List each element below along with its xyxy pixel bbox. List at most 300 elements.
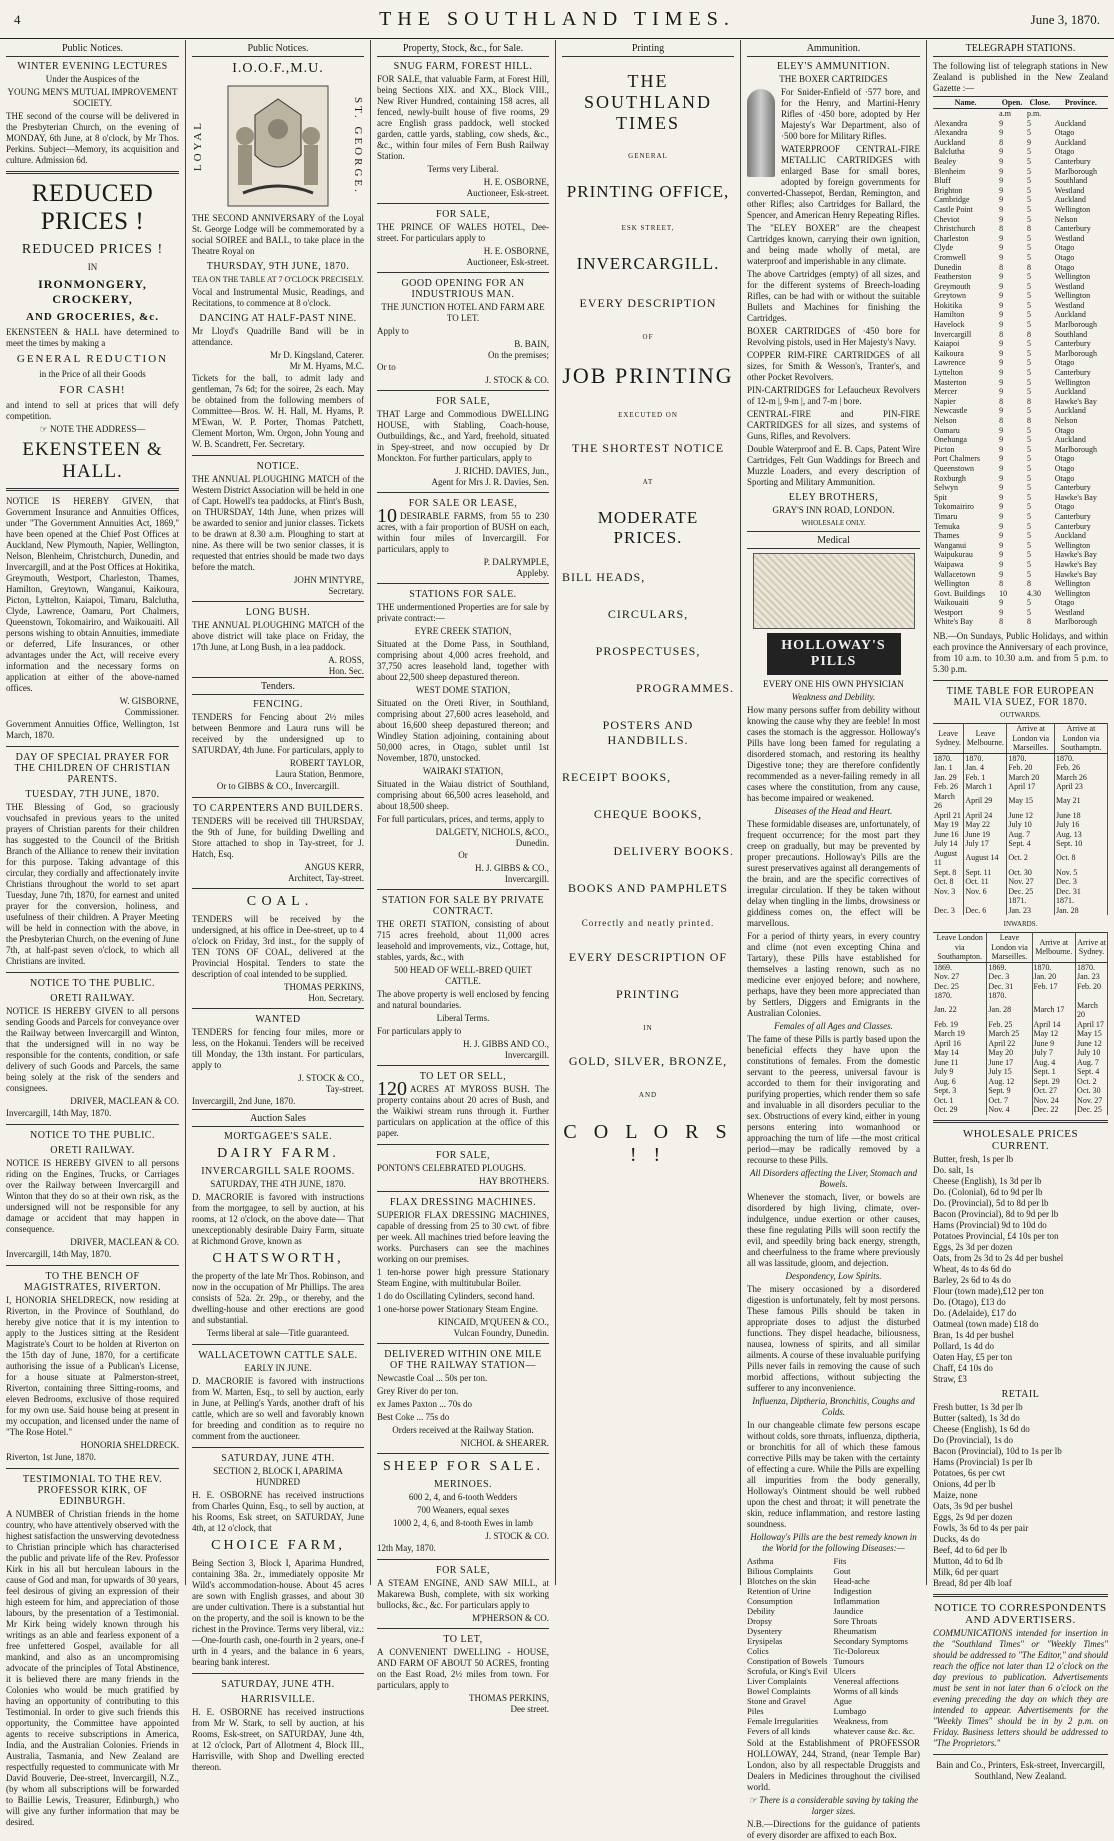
table-cell: 9 [999, 339, 1004, 349]
table-cell: July 7 [1032, 1048, 1076, 1058]
table-cell [964, 896, 1007, 906]
table-cell: Dec. 25 [933, 982, 987, 992]
eley-body5: BOXER CARTRIDGES of ·450 bore for Revolving pistols, used in Her Majesty's Navy. [747, 326, 920, 347]
imprint: Bain and Co., Printers, Esk-street, Invercargill, Southland, New Zealand. [936, 1759, 1105, 1781]
table-cell: Nov. 5 [1055, 868, 1108, 878]
table-row [933, 119, 1108, 129]
wanted-body: TENDERS for fencing four miles, more or less, on the Hokanui. Tenders will be received till Monday, the 13th instant. For particulars, apply to [192, 1027, 364, 1070]
table-row [933, 589, 1108, 599]
table-cell: 9 [999, 377, 1004, 387]
eley-title: ELEY'S AMMUNITION. [776, 61, 891, 72]
printing-line: INVERCARGILL. [576, 254, 720, 273]
table-cell: 1870. [1055, 753, 1108, 763]
disease-item: Retention of Urine [747, 1586, 811, 1596]
disease-item: Inflammation [833, 1596, 880, 1606]
price-item: Bran, 1s 4d per bushel [933, 1329, 1014, 1340]
section-title: SECTION 2, BLOCK I, APARIMA HUNDRED [213, 1466, 343, 1487]
table-cell: 5 [1026, 463, 1031, 473]
table-cell: Aug. 7 [1007, 830, 1055, 840]
oddfellows-emblem-row [192, 81, 364, 211]
table-cell: Roxburgh [934, 473, 966, 483]
medical-p6: The misery occasioned by a disordered digestion is unfortunately, felt by most persons. These famous Pills should be taken in appropriate doses to adjust the disturbed functions. They dispel headache, biliousness, nausea, lowness of spirits, and all similar ailments. A course of these invaluable purifying Pills never fails in removing the cause of such morbid affections, without subjecting the sufferer to any inconvenience. [747, 1284, 920, 1393]
flax-item: 1 one-horse power Stationary Steam Engine. [377, 1304, 538, 1314]
table-row [933, 608, 1108, 618]
table-row [933, 301, 1108, 311]
table-cell: Selwyn [934, 483, 958, 493]
price-item: Chaff, £4 10s do [933, 1362, 993, 1373]
table-cell: 5 [1026, 339, 1031, 349]
table-cell: 8 [1026, 617, 1031, 627]
eyre-title: EYRE CREEK STATION, [414, 626, 512, 636]
table-cell: Oct. 30 [1076, 1086, 1108, 1096]
table-cell: Picton [934, 444, 955, 454]
printing-line: ESK STREET, [621, 224, 675, 232]
eley-body4: The above Cartridges (empty) of all sizes, and for the different systems of Breech-loading Rifles, can be had with or without the suitable Bullets and Machines for finishing the Cartridges. [747, 269, 920, 323]
table-cell: Oct. 2 [1076, 1077, 1108, 1087]
harrisville-title: HARRISVILLE. [240, 1694, 316, 1705]
table-cell: Auckland [1054, 118, 1086, 128]
table-row [933, 291, 1108, 301]
medical-s3: Females of all Ages and Classes. [774, 1021, 893, 1031]
table-cell: Napier [934, 396, 956, 406]
table-cell: Nov. 6 [964, 887, 1007, 897]
divider [933, 1594, 1108, 1597]
table-cell: Oct. 27 [1032, 1086, 1076, 1096]
table-cell: 5 [1026, 128, 1031, 138]
myross-num: 120 [377, 1078, 407, 1100]
table-cell: 5 [1026, 511, 1031, 521]
table-row [933, 598, 1108, 608]
table-cell: 5 [1026, 195, 1031, 205]
table-cell: March 20 [1076, 1001, 1108, 1020]
table-cell: 5 [1026, 531, 1031, 541]
table-cell: May 20 [987, 1048, 1032, 1058]
disease-item: Blotches on the skin [747, 1576, 817, 1586]
price-item: Do. (Adelaide), £17 do [933, 1307, 1017, 1318]
contract-apply: For particulars apply to [377, 1026, 462, 1036]
column-heading: Ammunition. [747, 40, 920, 57]
table-cell: 9 [999, 559, 1004, 569]
table-cell: Lawrence [934, 358, 966, 368]
table-cell: Jan. 28 [987, 1001, 1032, 1020]
printing-line: PRINTING [616, 987, 680, 1001]
table-cell: 9 [999, 195, 1004, 205]
dwelling-title: FOR SALE, [436, 396, 490, 407]
reduced-body2: GENERAL REDUCTION [16, 353, 169, 365]
medical-saving-text: There is a considerable saving by taking the larger sizes. [759, 1795, 919, 1816]
oddfellows-tea: TEA ON THE TABLE AT 7 O'CLOCK PRECISELY. [192, 275, 364, 284]
table-cell: 8 [1026, 579, 1031, 589]
table-cell: Cheviot [934, 214, 960, 224]
sheep-title: SHEEP FOR SALE. [382, 1459, 543, 1474]
reduced-body3: in the Price of all their Goods [39, 369, 146, 379]
notice2-sub: ORETI RAILWAY. [50, 1145, 135, 1156]
price-item: Hams (Provincial) 1s per lb [933, 1456, 1033, 1467]
price-item: Maize, none [933, 1489, 978, 1500]
table-cell: Westport [934, 607, 963, 617]
eley-body2: WATERPROOF CENTRAL-FIRE METALLIC CARTRIDGES with enlarged Base for small bores, adopted by foreign governments for converted-Chassepot, Berdan, Remington, and other Rifles; also Cartridges for Ballard, the Spencer, and American Henry Repeating Rifles. [747, 144, 920, 220]
printing-line: AND [638, 1091, 658, 1099]
disease-item: Worms of all kinds [833, 1686, 899, 1696]
table-cell: Cambridge [934, 195, 970, 205]
table-cell: Jan. 29 [933, 773, 964, 783]
table-cell: July 10 [1076, 1048, 1108, 1058]
medical-p2: These formidable diseases are, unfortunately, of frequent occurrence; for the most part they creep on gradually, but may be prevented by proper precautions. Holloway's Pills are the surest preservatives against all derangements of the brain, and are the specific correctives of irregular circulation. If they be taken without delay when tingling in the limbs, drowsiness or giddiness comes on, the effect will be marvellous. [747, 819, 920, 928]
correspondents-body: COMMUNICATIONS intended for insertion in the "Southland Times" or "Weekly Times" should be addressed to "The Editor," and should reach the office not later than 12 o'clock on the day previous to publication. Advertisements must be sent in not later than 6 o'clock on the evening preceding the day on which they are intended to appear. Advertisements for the "Weekly Times" should be in by 2 p.m. on Friday. Business letters should be addressed to "The Proprietors." [933, 1627, 1108, 1748]
reduced-goods1: IRONMONGERY, CROCKERY, [38, 277, 147, 306]
ploughs-title: FOR SALE, [436, 1150, 490, 1161]
disease-item: Tic-Doloreux [833, 1646, 880, 1656]
telegraph-table [933, 96, 1108, 627]
table-cell: Nov. 27 [1076, 1096, 1108, 1106]
table-row [933, 1096, 1108, 1106]
telegraph-sundays: NB.—On Sundays, Public Holidays, and within each province the Anniversary of each province, from 10 a.m. to 10.30 a.m. and from 5 p.m. to 5.30 p.m. [933, 631, 1108, 675]
table-cell: Canterbury [1054, 368, 1091, 378]
table-row [933, 243, 1108, 253]
disease-item: Bowel Complaints [747, 1686, 811, 1696]
table-cell: Clyde [934, 243, 954, 253]
eyre-body: Situated at the Dome Pass, in Southland, comprising about 4,000 acres freehold, and 37,750 acres leasehold land, together with about 22,500 sheep depastured thereon. [377, 639, 549, 682]
inwards-label: INWARDS. [1003, 920, 1038, 929]
reduced-body5: and intend to sell at prices that will defy competition. [6, 400, 179, 421]
sheep-row: 700 Weaners, equal sexes [416, 1505, 510, 1515]
lectures-sub1: Under the Auspices of the [45, 74, 140, 84]
table-row [933, 426, 1108, 436]
table-cell: Sept. 4 [1076, 1067, 1108, 1077]
coal-row: Newcastle Coal ... 50s per ton. [377, 1373, 488, 1383]
table-cell: Nov. 24 [1032, 1096, 1076, 1106]
table-cell: May 12 [1032, 1029, 1076, 1039]
table-row [933, 167, 1108, 177]
prince-role: Auctioneer, Esk-street. [466, 257, 549, 267]
reduced-firm: EKENSTEEN & HALL. [22, 439, 163, 482]
table-cell: Oct. 7 [987, 1096, 1032, 1106]
table-cell: Sept. 3 [933, 1086, 987, 1096]
table-cell: Otago [1054, 425, 1075, 435]
table-cell: Marlborough [1054, 617, 1097, 627]
table-cell: Aug. 13 [1055, 830, 1108, 840]
lease-body: DESIRABLE FARMS, from 55 to 230 acres, with a fair proportion of BUSH on each, within four miles of Invercargill. For particulars, apply to [377, 511, 549, 554]
table-cell: June 18 [1055, 811, 1108, 821]
price-item: Potatoes, 6s per cwt [933, 1467, 1005, 1478]
oddfellows-tickets: Tickets for the ball, to admit lady and gentleman, 7s 6d; for the soiree, 2s each. May be obtained from the following members of Committee—Bros. W. H. Hall, M. Hyams, P. M'Ewan, W. P. Porter, Thomas Patchett, Clement Morton, Wm. Orgon, John Young and W. B. Scandrett, Fer. Secretary. [192, 373, 364, 449]
table-cell: 9 [999, 598, 1004, 608]
table-cell: Timaru [934, 511, 958, 521]
inwards-table [933, 932, 1108, 1115]
table-row [933, 263, 1108, 273]
ploughs-body: PONTON'S CELEBRATED PLOUGHS. [377, 1163, 526, 1173]
table-cell: Feb. 1 [964, 773, 1007, 783]
carpenters-body: TENDERS will be received till THURSDAY, the 9th of June, for building Dwelling and Store attached to shop in Tay-street, for J. Hatch, Esq. [192, 816, 364, 859]
divider [192, 1447, 364, 1448]
wairaki-title: WAIRAKI STATION, [422, 766, 504, 776]
table-cell: Auckland [1054, 531, 1086, 541]
oddfellows-dancing: DANCING AT HALF-PAST NINE. [199, 313, 357, 324]
lectures-sub2: YOUNG MEN'S MUTUAL IMPROVEMENT SOCIETY. [7, 87, 178, 108]
table-row [933, 330, 1108, 340]
table-cell: Jan. 4 [964, 763, 1007, 773]
table-cell: 1869. [987, 962, 1032, 972]
price-item: Fresh butter, 1s 3d per lb [933, 1401, 1023, 1412]
table-cell: 8 [1026, 262, 1031, 272]
table-cell: Balclutha [934, 147, 965, 157]
table-cell: Westland [1054, 233, 1085, 243]
longbush-title: LONG BUSH. [245, 607, 311, 618]
table-cell: 5 [1026, 454, 1031, 464]
table-header: Close. [1026, 97, 1054, 109]
disease-item: Liver Complaints [747, 1676, 807, 1686]
disease-item: Ulcers [833, 1666, 856, 1676]
divider [377, 1559, 549, 1560]
disease-item: Head-ache [833, 1576, 870, 1586]
disease-item: Indigestion [833, 1586, 872, 1596]
table-header: Arrive at Sydney. [1076, 933, 1108, 963]
prince-sig: H. E. OSBORNE, [483, 246, 549, 256]
eley-wholesale: WHOLESALE ONLY. [801, 519, 866, 527]
oddfellows-mc: Mr M. Hyams, M.C. [289, 361, 364, 371]
table-cell: Waikouaiti [934, 598, 969, 608]
flax-item: 1 do do Oscillating Cylinders, second hand. [377, 1291, 535, 1301]
auction-dairy: DAIRY FARM. [217, 1146, 339, 1161]
table-cell: 1869. [933, 962, 987, 972]
table-cell: July 17 [964, 839, 1007, 849]
longbush-sig: A. ROSS, [328, 655, 364, 665]
printing-line: Correctly and neatly printed. [581, 918, 715, 928]
table-cell: Wellington [1054, 291, 1091, 301]
table-cell: Featherston [934, 272, 972, 282]
table-cell: April 17 [1076, 1020, 1108, 1030]
table-row [933, 1020, 1108, 1030]
table-cell: 9 [999, 300, 1004, 310]
table-cell [1076, 991, 1108, 1001]
medical-s5: Despondency, Low Spirits. [785, 1271, 882, 1281]
table-cell: 5 [1026, 156, 1031, 166]
diseases-left [747, 1556, 834, 1736]
lease-role: Appleby. [516, 568, 549, 578]
table-cell: Wellington [1054, 204, 1091, 214]
table-cell: 9 [999, 511, 1004, 521]
table-cell: Oct. 11 [964, 877, 1007, 887]
table-cell: 5 [1026, 272, 1031, 282]
table-cell: Oct. 2 [1007, 849, 1055, 868]
opening-body: THE JUNCTION HOTEL AND FARM ARE TO LET. [381, 302, 545, 323]
table-row [933, 849, 1108, 868]
osborne-body: H. E. OSBORNE has received instructions from Charles Quinn, Esq., to sell by auction, at his Rooms, Esk street, on SATURDAY, June 4th, at 12 o'clock, that [192, 1490, 364, 1533]
table-header: Arrive at London via Southamptn. [1055, 724, 1108, 754]
column-heading: Public Notices. [6, 40, 179, 57]
oddfellows-band: Mr Lloyd's Quadrille Band will be in attendance. [192, 326, 364, 347]
table-cell: Temuka [934, 521, 960, 531]
price-item: Onions, 4d per lb [933, 1478, 996, 1489]
disease-item: Weakness, from whatever cause &c. &c. [833, 1716, 915, 1736]
coal-tender-body: TENDERS will be received by the undersigned, at his office in Dee-street, up to 4 o'clock on Friday, 3rd inst., for the supply of TEN TONS OF COAL, delivered at the Provincial Hospital. Tenders to state the description of coal intended to be supplied. [192, 914, 364, 979]
table-cell: 9 [999, 156, 1004, 166]
carpenters-title: TO CARPENTERS AND BUILDERS. [192, 803, 364, 814]
reduced-note [6, 424, 179, 435]
table-cell: 9 [999, 272, 1004, 282]
divider [6, 972, 179, 973]
table-row [933, 138, 1108, 148]
wanted-sig: J. STOCK & CO., [298, 1073, 364, 1083]
table-row [933, 868, 1108, 878]
table-cell: Feb. 17 [1032, 982, 1076, 992]
price-item: Eggs, 2s 9d per dozen [933, 1511, 1013, 1522]
masthead [0, 0, 1114, 39]
medical-heading: Medical [747, 531, 920, 549]
retail-title: RETAIL [1001, 1388, 1040, 1400]
divider [192, 1673, 364, 1674]
table-cell: Charleston [934, 233, 969, 243]
table-cell: Auckland [1054, 435, 1086, 445]
table-cell: 5 [1026, 492, 1031, 502]
table-cell: March 26 [933, 792, 964, 811]
printing-line: C O L O R S ! ! [563, 1121, 733, 1166]
medical-s7: Holloway's Pills are the best remedy known in the World for the following Diseases:— [750, 1532, 917, 1553]
table-cell: 5 [1026, 425, 1031, 435]
disease-item: Dropsy [747, 1616, 773, 1626]
tolet-role: Dee street. [510, 1704, 549, 1714]
table-cell: 5 [1026, 444, 1031, 454]
table-cell: Blenheim [934, 166, 966, 176]
lease-sig: P. DALRYMPLE, [483, 557, 549, 567]
table-cell: July 9 [933, 1067, 987, 1077]
table-header: Province. [1054, 97, 1108, 109]
fencing-addr: Laura Station, Benmore, [275, 769, 364, 779]
table-cell: Otago [1054, 473, 1075, 483]
lectures-title: WINTER EVENING LECTURES [17, 61, 168, 72]
table-row [933, 234, 1108, 244]
table-cell: May 19 [933, 820, 964, 830]
notice2-title: NOTICE TO THE PUBLIC. [30, 1130, 155, 1141]
table-cell: Wanganui [934, 540, 967, 550]
oddfellows-right-text: ST. GEORGE. [352, 97, 364, 195]
table-cell: July 14 [933, 839, 964, 849]
table-header: Leave Sydney. [933, 724, 964, 754]
table-cell: 5 [1026, 377, 1031, 387]
table-row [933, 493, 1108, 503]
lease-num: 10 [377, 505, 397, 527]
column-printing [556, 40, 741, 1585]
table-cell: 9 [999, 185, 1004, 195]
table-cell: Spit [934, 492, 947, 502]
table-row [933, 991, 1108, 1001]
annuities-sig: W. GISBORNE, [119, 696, 179, 706]
medical-p7: In our changeable climate few persons escape without colds, sore throats, influenza, diptheria, or bronchitis for all of which these famous corrective Pills may be taken with the certainty of effecting a cure. While the Pills are expelling all impurities from the body generally, Holloway's Ointment should be well rubbed upon the chest and throat; it will penetrate the skin, reduce inflammation, and restore lasting soundness. [747, 1420, 920, 1529]
divider [377, 1144, 549, 1145]
table-cell: 5 [1026, 300, 1031, 310]
table-cell: 9 [999, 502, 1004, 512]
price-item: Fowls, 3s 6d to 4s per pair [933, 1522, 1029, 1533]
table-row [933, 550, 1108, 560]
fencing-or: Or to GIBBS & CO., Invercargill. [216, 781, 340, 791]
table-cell: 9 [999, 387, 1004, 397]
table-cell: Oct. 8 [1055, 849, 1108, 868]
divider [6, 1468, 179, 1469]
table-cell: Kaiapoi [934, 339, 960, 349]
divider [377, 492, 549, 493]
table-cell: Otago [1054, 128, 1075, 138]
table-cell: 5 [1026, 214, 1031, 224]
table-row [933, 378, 1108, 388]
table-cell: Waipukurau [934, 550, 973, 560]
divider [6, 488, 179, 491]
notice2-sig: DRIVER, MACLEAN & CO. [70, 1237, 179, 1247]
table-row [933, 1105, 1108, 1115]
printing-line: IN [643, 1024, 653, 1032]
table-cell: Sept. 29 [1032, 1077, 1076, 1087]
divider [377, 203, 549, 204]
table-cell: Feb. 26 [1055, 763, 1108, 773]
prayer-title: DAY OF SPECIAL PRAYER FOR THE CHILDREN OF CHRISTIAN PARENTS. [14, 752, 171, 785]
table-cell: Dunedin [934, 262, 962, 272]
table-cell: Alexandra [934, 128, 968, 138]
table-cell [933, 896, 964, 906]
stations-title: STATIONS FOR SALE. [409, 589, 517, 600]
table-cell: 5 [1026, 291, 1031, 301]
table-cell: Oct. 8 [933, 877, 964, 887]
price-item: Cheese (English), 1s 3d per lb [933, 1175, 1042, 1186]
dwelling-body: THAT Large and Commodious DWELLING HOUSE, with Stabling, Coach-house, Outbuildings, &c., and Yard, freehold, situated in Spey-street, and now occupied by Dr Monckton. For further particulars, apply to [377, 409, 549, 463]
flax-sig: KINCAID, M'QUEEN & CO., [437, 1317, 549, 1327]
fencing-title: FENCING. [253, 699, 303, 710]
price-item: Butter (salted), 1s 3d do [933, 1412, 1020, 1423]
medical-p5: Whenever the stomach, liver, or bowels are disordered by high living, climate, over-indulgence, undue exertion or other causes, these fine regulating Pills will soon rectify the evil, and speedily bring back energy, strength, and cheerfulness to the frame where previously all was lassitude, gloom, and dejection. [747, 1192, 920, 1268]
medical-saving [747, 1795, 920, 1817]
table-cell: 9 [999, 243, 1004, 253]
table-row [933, 811, 1108, 821]
printing-line: BOOKS AND PAMPHLETS [568, 881, 728, 895]
table-cell: 9 [999, 214, 1004, 224]
wanted-addr: Tay-street. [325, 1084, 364, 1094]
table-cell: Auckland [1054, 137, 1086, 147]
table-row [933, 224, 1108, 234]
price-item: Bacon (Provincial), 10d to 1s per lb [933, 1445, 1062, 1456]
notice1-sub: ORETI RAILWAY. [50, 993, 135, 1004]
printing-title: THE SOUTHLAND TIMES [584, 71, 712, 133]
divider [377, 272, 549, 273]
table-cell: July 15 [987, 1067, 1032, 1077]
divider [6, 1124, 179, 1125]
sheep-row: 1000 2, 4, 6, and 8-tooth Ewes in lamb [393, 1518, 533, 1528]
table-cell: 9 [999, 358, 1004, 368]
table-cell: Aug. 7 [1076, 1058, 1108, 1068]
table-cell: Dec. 22 [1032, 1105, 1076, 1115]
coal-title: DELIVERED WITHIN ONE MILE OF THE RAILWAY STATION— [384, 1349, 542, 1371]
table-cell: Oamaru [934, 425, 960, 435]
sheep-date: 12th May, 1870. [377, 1543, 436, 1553]
price-item: Milk, 6d per quart [933, 1566, 999, 1577]
disease-item: Gout [833, 1566, 851, 1576]
table-cell: Greymouth [934, 281, 971, 291]
table-cell: Otago [1054, 358, 1075, 368]
wanted-title: WANTED [255, 1014, 301, 1025]
coal-row: Grey River do per ton. [377, 1386, 459, 1396]
printing-line: MODERATE PRICES. [597, 508, 699, 547]
table-cell: Wellington [1054, 588, 1091, 598]
table-row [933, 205, 1108, 215]
table-cell: Canterbury [1054, 521, 1091, 531]
flax-body: SUPERIOR FLAX DRESSING MACHINES, capable of dressing from 25 to 30 cwt. of fibre per week. All machines tried before leaving the works. Purchasers can see the machines working on our premises. [377, 1210, 549, 1264]
price-item: Do. (Provincial), 5d to 8d per lb [933, 1197, 1049, 1208]
table-cell: Christchurch [934, 224, 976, 234]
holloway-illustration-icon [753, 553, 915, 629]
printing-line: BILL HEADS, [562, 570, 646, 584]
table-header: Leave Melbourne. [964, 724, 1007, 754]
table-cell: Nelson [1054, 214, 1078, 224]
eley-body6: COPPER RIM-FIRE CARTRIDGES of all sizes, for Smith & Wesson's, Tranter's, and other Pocket Revolvers. [747, 350, 920, 382]
table-cell: Southland [1054, 176, 1088, 186]
table-cell: 1870. [964, 753, 1007, 763]
